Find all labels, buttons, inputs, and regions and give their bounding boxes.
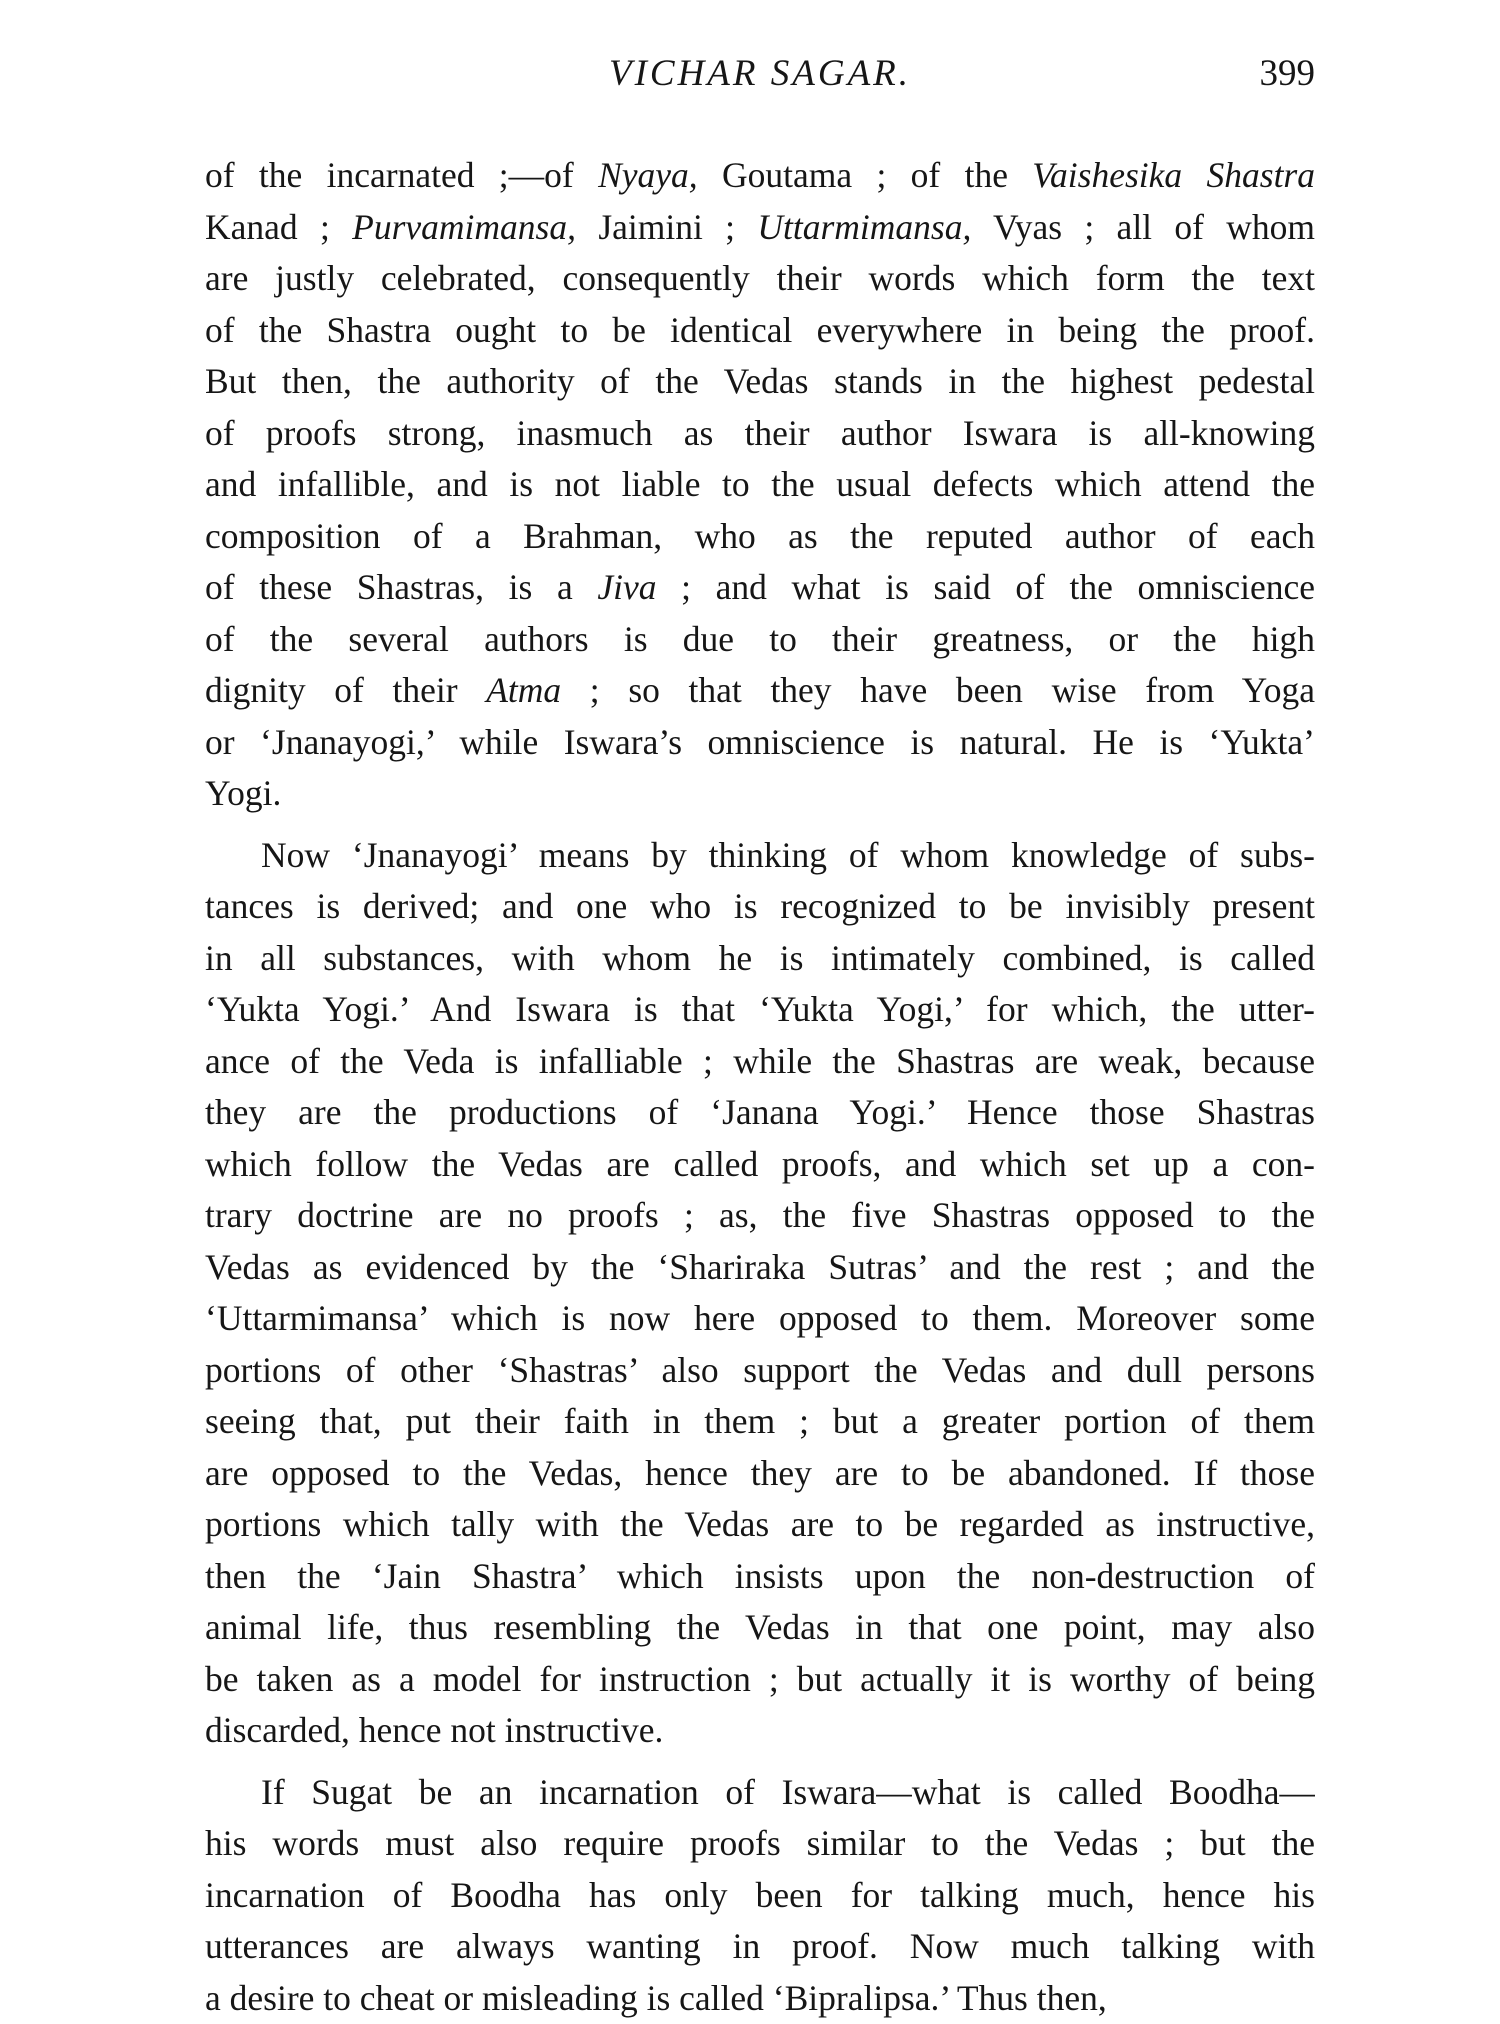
text-run: of the incarnated ;—of — [205, 155, 598, 195]
text-run: they are the productions of ‘Janana Yogi.’ Hence those Shastras — [205, 1092, 1315, 1132]
text-run: portions which tally with the Vedas are to be regarded as instructive, — [205, 1504, 1315, 1544]
text-run: a desire to cheat or misleading is called ‘Bipralipsa.’ Thus then, — [205, 1978, 1107, 2018]
text-run: Goutama ; of the — [698, 155, 1033, 195]
text-run: If Sugat be an incarnation of Iswara—what is called Boodha— — [261, 1772, 1315, 1812]
text-run: of these Shastras, is a — [205, 567, 597, 607]
text-run: are opposed to the Vedas, hence they are to be abandoned. If those — [205, 1453, 1315, 1493]
page-number: 399 — [1260, 52, 1316, 95]
text-run: Jaimini ; — [576, 207, 757, 247]
text-line — [205, 1602, 1315, 1654]
text-line — [205, 202, 1315, 254]
italic-term: Purvamimansa, — [352, 207, 576, 247]
text-run: be taken as a model for instruction ; but actually it is worthy of being — [205, 1659, 1315, 1699]
text-line — [205, 1087, 1315, 1139]
text-run: of the Shastra ought to be identical everywhere in being the proof. — [205, 310, 1315, 350]
text-run: of the several authors is due to their greatness, or the high — [205, 619, 1315, 659]
text-line — [205, 511, 1315, 563]
text-line — [205, 253, 1315, 305]
text-run: composition of a Brahman, who as the reputed author of each — [205, 516, 1315, 556]
italic-term: Jiva — [597, 567, 656, 607]
text-run: ance of the Veda is infalliable ; while the Shastras are weak, because — [205, 1041, 1315, 1081]
text-run: then the ‘Jain Shastra’ which insists upon the non-destruction of — [205, 1556, 1315, 1596]
text-line — [205, 1870, 1315, 1922]
text-run: which follow the Vedas are called proofs, and which set up a con- — [205, 1144, 1315, 1184]
text-line — [205, 665, 1315, 717]
text-line — [205, 1036, 1315, 1088]
text-line — [205, 1190, 1315, 1242]
italic-term: Atma — [486, 670, 561, 710]
text-run: ; so that they have been wise from Yoga — [561, 670, 1315, 710]
text-run: But then, the authority of the Vedas stands in the highest pedestal — [205, 361, 1315, 401]
text-line — [205, 830, 1315, 882]
text-run: discarded, hence not instructive. — [205, 1710, 663, 1750]
text-line — [205, 1973, 1315, 2024]
text-line — [205, 1293, 1315, 1345]
text-line — [205, 305, 1315, 357]
text-line — [205, 459, 1315, 511]
text-run: Vedas as evidenced by the ‘Shariraka Sutras’ and the rest ; and the — [205, 1247, 1315, 1287]
text-run: his words must also require proofs similar to the Vedas ; but the — [205, 1823, 1315, 1863]
text-line — [205, 614, 1315, 666]
text-line — [205, 984, 1315, 1036]
text-run: or ‘Jnanayogi,’ while Iswara’s omniscience is natural. He is ‘Yukta’ — [205, 722, 1315, 762]
text-line — [205, 1242, 1315, 1294]
text-run: ; and what is said of the omniscience — [657, 567, 1316, 607]
text-run: Kanad ; — [205, 207, 352, 247]
text-run: tances is derived; and one who is recognized to be invisibly present — [205, 886, 1315, 926]
text-run: are justly celebrated, consequently their words which form the text — [205, 258, 1315, 298]
text-line — [205, 1499, 1315, 1551]
text-line — [205, 1139, 1315, 1191]
text-line — [205, 1767, 1315, 1819]
text-line — [205, 1448, 1315, 1500]
text-line — [205, 1705, 1315, 1757]
text-run: dignity of their — [205, 670, 486, 710]
running-head — [205, 52, 1315, 102]
text-line — [205, 933, 1315, 985]
text-run: Now ‘Jnanayogi’ means by thinking of whom knowledge of subs- — [261, 835, 1315, 875]
text-line — [205, 562, 1315, 614]
text-run: incarnation of Boodha has only been for talking much, hence his — [205, 1875, 1315, 1915]
text-run: utterances are always wanting in proof. Now much talking with — [205, 1926, 1315, 1966]
text-run: animal life, thus resembling the Vedas in that one point, may also — [205, 1607, 1315, 1647]
text-run: Yogi. — [205, 773, 281, 813]
italic-term: Vaishesika Shastra — [1032, 155, 1315, 195]
paragraph — [205, 830, 1315, 1757]
text-line — [205, 1818, 1315, 1870]
text-line — [205, 1654, 1315, 1706]
running-title: VICHAR SAGAR. — [205, 52, 1315, 95]
text-line — [205, 1345, 1315, 1397]
text-line — [205, 408, 1315, 460]
italic-term: Nyaya, — [598, 155, 698, 195]
text-run: Vyas ; all of whom — [971, 207, 1315, 247]
text-line — [205, 356, 1315, 408]
text-run: and infallible, and is not liable to the usual defects which attend the — [205, 464, 1315, 504]
text-line — [205, 1921, 1315, 1973]
text-run: portions of other ‘Shastras’ also support the Vedas and dull persons — [205, 1350, 1315, 1390]
text-line — [205, 1551, 1315, 1603]
italic-term: Uttarmimansa, — [757, 207, 971, 247]
text-run: of proofs strong, inasmuch as their author Iswara is all-knowing — [205, 413, 1315, 453]
text-run: ‘Uttarmimansa’ which is now here opposed to them. Moreover some — [205, 1298, 1315, 1338]
text-run: in all substances, with whom he is intimately combined, is called — [205, 938, 1315, 978]
text-line — [205, 150, 1315, 202]
text-run: ‘Yukta Yogi.’ And Iswara is that ‘Yukta Yogi,’ for which, the utter- — [205, 989, 1315, 1029]
paragraph — [205, 150, 1315, 820]
text-line — [205, 881, 1315, 933]
text-run: trary doctrine are no proofs ; as, the five Shastras opposed to the — [205, 1195, 1315, 1235]
paragraph — [205, 1767, 1315, 2024]
text-line — [205, 1396, 1315, 1448]
text-line — [205, 717, 1315, 769]
body-text — [205, 150, 1315, 2024]
text-run: seeing that, put their faith in them ; but a greater portion of them — [205, 1401, 1315, 1441]
text-line — [205, 768, 1315, 820]
